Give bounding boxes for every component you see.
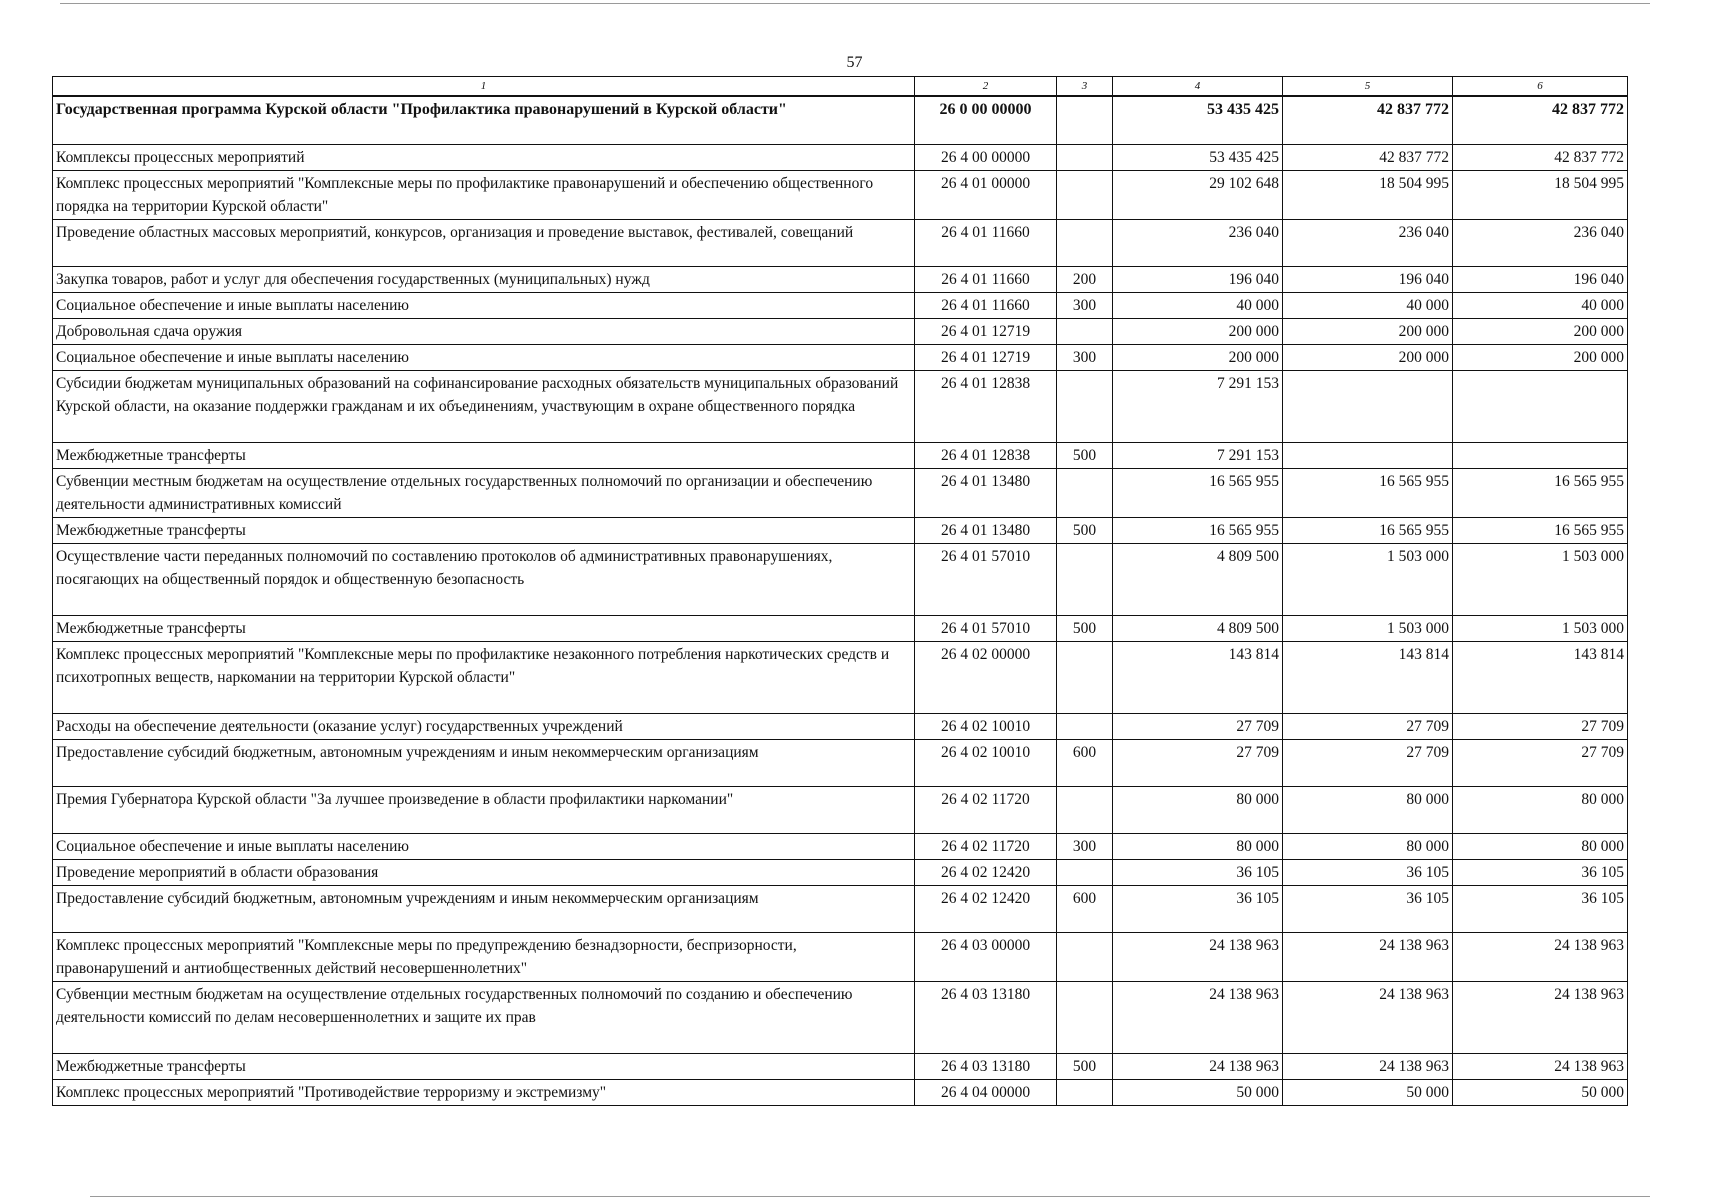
row-expense-type: [1057, 96, 1113, 144]
row-amount-col6: [1453, 370, 1628, 442]
row-amount-col6: 200 000: [1453, 344, 1628, 370]
row-amount-col6: 236 040: [1453, 219, 1628, 266]
row-amount-col5: 1 503 000: [1283, 615, 1453, 641]
table-row: [53, 96, 1628, 144]
row-amount-col5: 1 503 000: [1283, 543, 1453, 615]
row-target-code: 26 4 01 11660: [915, 292, 1057, 318]
row-description: Межбюджетные трансферты: [53, 517, 915, 543]
row-amount-col6: 27 709: [1453, 739, 1628, 786]
row-description: Осуществление части переданных полномочий по составлению протоколов об административных правонарушениях, посягающих на общественный порядок и общественную безопасность: [53, 543, 915, 615]
table-row: [53, 981, 1628, 1053]
table-row: [53, 442, 1628, 468]
scan-edge-bottom: [90, 1196, 1650, 1197]
table-body: [53, 96, 1628, 1105]
table-row: [53, 219, 1628, 266]
row-amount-col6: [1453, 442, 1628, 468]
row-amount-col5: 200 000: [1283, 344, 1453, 370]
row-amount-col5: 27 709: [1283, 713, 1453, 739]
row-amount-col4: 40 000: [1113, 292, 1283, 318]
row-description: Предоставление субсидий бюджетным, автономным учреждениям и иным некоммерческим организациям: [53, 739, 915, 786]
row-expense-type: [1057, 859, 1113, 885]
row-description: Субсидии бюджетам муниципальных образований на софинансирование расходных обязательств муниципальных образований Курской области, на оказание поддержки гражданам и их объединениям, участвующим в охране общественного порядка: [53, 370, 915, 442]
row-target-code: 26 4 02 10010: [915, 713, 1057, 739]
row-amount-col6: 36 105: [1453, 885, 1628, 932]
row-target-code: 26 4 04 00000: [915, 1079, 1057, 1105]
column-header-6: 6: [1453, 77, 1628, 97]
row-amount-col6: 24 138 963: [1453, 1053, 1628, 1079]
row-amount-col4: 196 040: [1113, 266, 1283, 292]
row-amount-col4: 27 709: [1113, 739, 1283, 786]
table-row: [53, 318, 1628, 344]
row-description: Субвенции местным бюджетам на осуществление отдельных государственных полномочий по организации и обеспечению деятельности административных комиссий: [53, 468, 915, 517]
table-row: [53, 859, 1628, 885]
table-row: [53, 713, 1628, 739]
row-amount-col6: 1 503 000: [1453, 543, 1628, 615]
row-amount-col6: 36 105: [1453, 859, 1628, 885]
row-description: Комплексы процессных мероприятий: [53, 144, 915, 170]
table-row: [53, 170, 1628, 219]
row-amount-col6: 16 565 955: [1453, 468, 1628, 517]
row-amount-col6: 50 000: [1453, 1079, 1628, 1105]
row-expense-type: [1057, 543, 1113, 615]
column-header-4: 4: [1113, 77, 1283, 97]
row-expense-type: 500: [1057, 1053, 1113, 1079]
row-expense-type: 500: [1057, 517, 1113, 543]
row-description: Государственная программа Курской области "Профилактика правонарушений в Курской области": [53, 96, 915, 144]
row-target-code: 26 4 01 57010: [915, 543, 1057, 615]
row-expense-type: [1057, 641, 1113, 713]
row-amount-col4: 7 291 153: [1113, 370, 1283, 442]
row-description: Добровольная сдача оружия: [53, 318, 915, 344]
row-expense-type: [1057, 370, 1113, 442]
row-description: Межбюджетные трансферты: [53, 615, 915, 641]
row-amount-col5: 16 565 955: [1283, 468, 1453, 517]
row-description: Расходы на обеспечение деятельности (оказание услуг) государственных учреждений: [53, 713, 915, 739]
row-target-code: 26 4 01 12719: [915, 344, 1057, 370]
row-description: Социальное обеспечение и иные выплаты населению: [53, 292, 915, 318]
row-target-code: 26 4 01 13480: [915, 517, 1057, 543]
row-expense-type: 500: [1057, 615, 1113, 641]
table-row: [53, 1079, 1628, 1105]
row-amount-col4: 80 000: [1113, 833, 1283, 859]
row-expense-type: 600: [1057, 739, 1113, 786]
table-row: [53, 641, 1628, 713]
row-amount-col6: 1 503 000: [1453, 615, 1628, 641]
row-expense-type: 300: [1057, 292, 1113, 318]
row-description: Комплекс процессных мероприятий "Противодействие терроризму и экстремизму": [53, 1079, 915, 1105]
row-expense-type: [1057, 318, 1113, 344]
row-amount-col6: 24 138 963: [1453, 932, 1628, 981]
row-expense-type: [1057, 170, 1113, 219]
row-expense-type: [1057, 144, 1113, 170]
row-description: Комплекс процессных мероприятий "Комплексные меры по профилактике незаконного потребления наркотических средств и психотропных веществ, наркомании на территории Курской области": [53, 641, 915, 713]
row-amount-col4: 200 000: [1113, 344, 1283, 370]
row-amount-col4: 143 814: [1113, 641, 1283, 713]
row-amount-col6: 196 040: [1453, 266, 1628, 292]
row-description: Социальное обеспечение и иные выплаты населению: [53, 833, 915, 859]
row-amount-col5: 80 000: [1283, 786, 1453, 833]
column-header-5: 5: [1283, 77, 1453, 97]
row-description: Межбюджетные трансферты: [53, 1053, 915, 1079]
row-amount-col4: 16 565 955: [1113, 517, 1283, 543]
page-number: 57: [846, 54, 863, 71]
row-amount-col4: 50 000: [1113, 1079, 1283, 1105]
table-row: [53, 517, 1628, 543]
table-row: [53, 1053, 1628, 1079]
row-target-code: 26 4 02 12420: [915, 859, 1057, 885]
row-amount-col5: 18 504 995: [1283, 170, 1453, 219]
header-row: [53, 77, 1628, 97]
row-amount-col6: 80 000: [1453, 786, 1628, 833]
row-expense-type: [1057, 713, 1113, 739]
row-amount-col5: 80 000: [1283, 833, 1453, 859]
row-amount-col5: 27 709: [1283, 739, 1453, 786]
row-expense-type: [1057, 1079, 1113, 1105]
row-expense-type: 600: [1057, 885, 1113, 932]
row-amount-col5: 24 138 963: [1283, 981, 1453, 1053]
scan-edge-top: [60, 3, 1650, 4]
column-header-2: 2: [915, 77, 1057, 97]
table-row: [53, 468, 1628, 517]
row-target-code: 26 4 01 11660: [915, 266, 1057, 292]
row-amount-col4: 4 809 500: [1113, 543, 1283, 615]
table-row: [53, 833, 1628, 859]
row-target-code: 26 4 01 12719: [915, 318, 1057, 344]
row-amount-col6: 18 504 995: [1453, 170, 1628, 219]
row-target-code: 26 4 03 13180: [915, 1053, 1057, 1079]
table-row: [53, 739, 1628, 786]
row-target-code: 26 4 02 11720: [915, 786, 1057, 833]
row-amount-col5: 16 565 955: [1283, 517, 1453, 543]
row-amount-col5: 196 040: [1283, 266, 1453, 292]
row-target-code: 26 4 01 12838: [915, 442, 1057, 468]
row-target-code: 26 4 03 00000: [915, 932, 1057, 981]
row-amount-col4: 36 105: [1113, 885, 1283, 932]
row-target-code: 26 4 02 11720: [915, 833, 1057, 859]
row-amount-col5: 36 105: [1283, 885, 1453, 932]
row-target-code: 26 4 02 10010: [915, 739, 1057, 786]
row-amount-col4: 80 000: [1113, 786, 1283, 833]
row-target-code: 26 4 01 12838: [915, 370, 1057, 442]
row-description: Проведение мероприятий в области образования: [53, 859, 915, 885]
row-description: Социальное обеспечение и иные выплаты населению: [53, 344, 915, 370]
row-amount-col6: 42 837 772: [1453, 144, 1628, 170]
column-header-1: 1: [53, 77, 915, 97]
row-amount-col5: 42 837 772: [1283, 96, 1453, 144]
row-amount-col4: 24 138 963: [1113, 932, 1283, 981]
row-description: Проведение областных массовых мероприятий, конкурсов, организация и проведение выставок, фестивалей, совещаний: [53, 219, 915, 266]
table-row: [53, 786, 1628, 833]
row-expense-type: [1057, 932, 1113, 981]
row-target-code: 26 4 02 00000: [915, 641, 1057, 713]
row-amount-col6: 143 814: [1453, 641, 1628, 713]
row-expense-type: 300: [1057, 344, 1113, 370]
row-amount-col4: 53 435 425: [1113, 144, 1283, 170]
row-target-code: 26 4 01 11660: [915, 219, 1057, 266]
row-description: Межбюджетные трансферты: [53, 442, 915, 468]
row-amount-col5: 143 814: [1283, 641, 1453, 713]
table-row: [53, 932, 1628, 981]
row-description: Предоставление субсидий бюджетным, автономным учреждениям и иным некоммерческим организациям: [53, 885, 915, 932]
row-description: Комплекс процессных мероприятий "Комплексные меры по профилактике правонарушений и обеспечению общественного порядка на территории Курской области": [53, 170, 915, 219]
row-amount-col4: 24 138 963: [1113, 981, 1283, 1053]
row-amount-col6: 42 837 772: [1453, 96, 1628, 144]
table-row: [53, 885, 1628, 932]
table-row: [53, 144, 1628, 170]
row-amount-col5: 24 138 963: [1283, 932, 1453, 981]
row-amount-col4: 36 105: [1113, 859, 1283, 885]
row-amount-col5: 40 000: [1283, 292, 1453, 318]
table-row: [53, 292, 1628, 318]
row-amount-col5: [1283, 370, 1453, 442]
row-target-code: 26 0 00 00000: [915, 96, 1057, 144]
row-amount-col4: 4 809 500: [1113, 615, 1283, 641]
row-target-code: 26 4 01 13480: [915, 468, 1057, 517]
row-amount-col6: 27 709: [1453, 713, 1628, 739]
row-amount-col4: 27 709: [1113, 713, 1283, 739]
row-amount-col4: 24 138 963: [1113, 1053, 1283, 1079]
row-amount-col5: 24 138 963: [1283, 1053, 1453, 1079]
row-description: Закупка товаров, работ и услуг для обеспечения государственных (муниципальных) нужд: [53, 266, 915, 292]
row-amount-col6: 16 565 955: [1453, 517, 1628, 543]
row-expense-type: [1057, 468, 1113, 517]
row-amount-col6: 200 000: [1453, 318, 1628, 344]
row-amount-col6: 80 000: [1453, 833, 1628, 859]
row-expense-type: [1057, 786, 1113, 833]
row-amount-col5: 36 105: [1283, 859, 1453, 885]
table-row: [53, 266, 1628, 292]
row-amount-col4: 53 435 425: [1113, 96, 1283, 144]
row-expense-type: 500: [1057, 442, 1113, 468]
row-description: Премия Губернатора Курской области "За лучшее произведение в области профилактики наркомании": [53, 786, 915, 833]
column-header-3: 3: [1057, 77, 1113, 97]
row-target-code: 26 4 02 12420: [915, 885, 1057, 932]
row-description: Комплекс процессных мероприятий "Комплексные меры по предупреждению безнадзорности, беспризорности, правонарушений и антиобщественных действий несовершеннолетних": [53, 932, 915, 981]
table-row: [53, 615, 1628, 641]
row-expense-type: 300: [1057, 833, 1113, 859]
row-target-code: 26 4 01 57010: [915, 615, 1057, 641]
row-target-code: 26 4 01 00000: [915, 170, 1057, 219]
row-amount-col4: 7 291 153: [1113, 442, 1283, 468]
table-row: [53, 543, 1628, 615]
row-amount-col5: [1283, 442, 1453, 468]
row-amount-col6: 24 138 963: [1453, 981, 1628, 1053]
row-expense-type: [1057, 219, 1113, 266]
row-amount-col4: 29 102 648: [1113, 170, 1283, 219]
row-amount-col4: 200 000: [1113, 318, 1283, 344]
table-row: [53, 370, 1628, 442]
row-description: Субвенции местным бюджетам на осуществление отдельных государственных полномочий по созданию и обеспечению деятельности комиссий по делам несовершеннолетних и защите их прав: [53, 981, 915, 1053]
row-expense-type: 200: [1057, 266, 1113, 292]
budget-table: [52, 76, 1628, 1106]
row-expense-type: [1057, 981, 1113, 1053]
row-target-code: 26 4 00 00000: [915, 144, 1057, 170]
table-row: [53, 344, 1628, 370]
row-amount-col5: 50 000: [1283, 1079, 1453, 1105]
row-amount-col5: 236 040: [1283, 219, 1453, 266]
row-amount-col4: 236 040: [1113, 219, 1283, 266]
row-amount-col5: 42 837 772: [1283, 144, 1453, 170]
row-amount-col5: 200 000: [1283, 318, 1453, 344]
row-amount-col6: 40 000: [1453, 292, 1628, 318]
row-target-code: 26 4 03 13180: [915, 981, 1057, 1053]
row-amount-col4: 16 565 955: [1113, 468, 1283, 517]
